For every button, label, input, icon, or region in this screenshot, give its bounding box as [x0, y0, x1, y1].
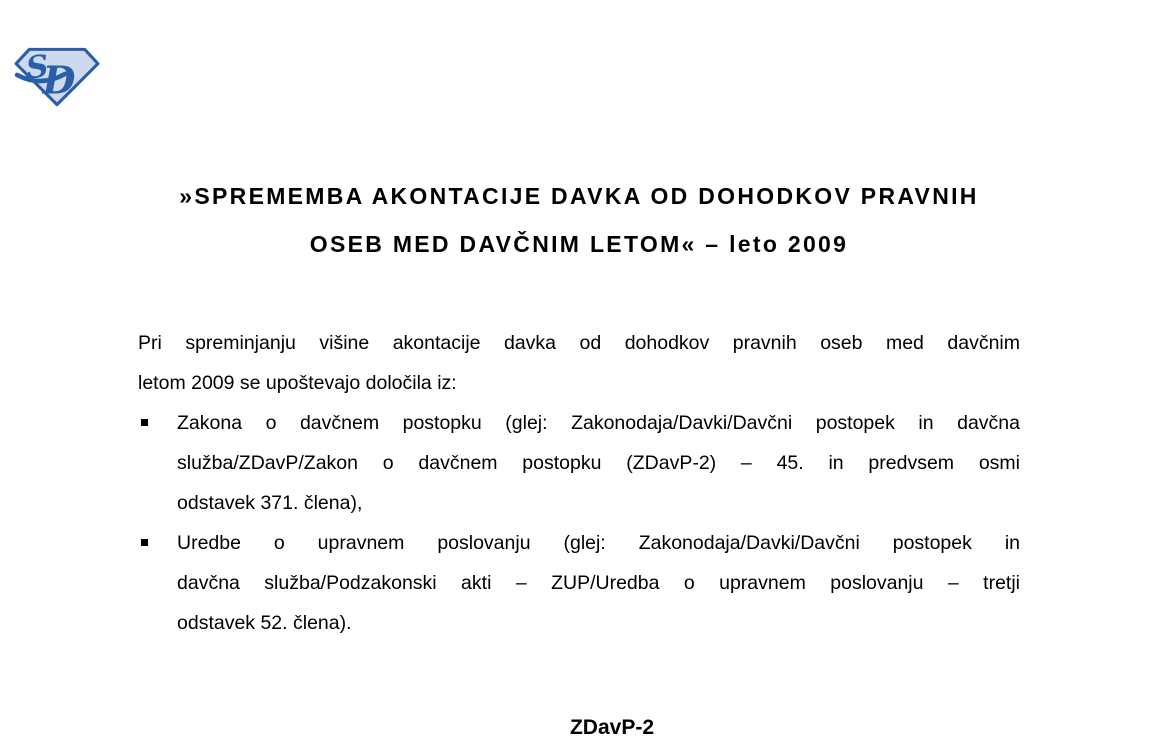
- bullet-1-line-1: Zakona o davčnem postopku (glej: Zakonodaja/Davki/Davčni postopek in davčna: [177, 412, 1020, 434]
- intro-paragraph: [138, 323, 1020, 403]
- sd-diamond-logo: [14, 47, 100, 107]
- bullet-square-icon: [141, 539, 148, 546]
- bullet-2-line-1: Uredbe o upravnem poslovanju (glej: Zakonodaja/Davki/Davčni postopek in: [177, 532, 1020, 554]
- bullet-text: [177, 403, 1020, 523]
- bullet-text: [177, 523, 1020, 643]
- intro-line-2: letom 2009 se upoštevajo določila iz:: [138, 372, 457, 394]
- bullet-item-uredba: [138, 523, 1020, 643]
- bullet-1-line-3: odstavek 371. člena),: [177, 492, 363, 514]
- logo-letter-d: D: [42, 57, 76, 103]
- intro-line-1: Pri spreminjanju višine akontacije davka od dohodkov pravnih oseb med davčnim: [138, 332, 1020, 354]
- bullet-1-line-2: služba/ZDavP/Zakon o davčnem postopku (ZDavP-2) – 45. in predvsem osmi: [177, 452, 1020, 474]
- footer-text: ZDavP-2: [569, 716, 655, 739]
- document-body: [138, 323, 1020, 643]
- bullet-2-line-2: davčna služba/Podzakonski akti – ZUP/Uredba o upravnem poslovanju – tretji: [177, 572, 1020, 594]
- page-title-line-2: OSEB MED DAVČNIM LETOM« – leto 2009: [309, 231, 849, 257]
- bullet-square-icon: [141, 419, 148, 426]
- page-title: [138, 172, 1020, 268]
- bullet-item-zakon: [138, 403, 1020, 523]
- bullet-2-line-3: odstavek 52. člena).: [177, 612, 352, 634]
- page-title-line-1: »SPREMEMBA AKONTACIJE DAVKA OD DOHODKOV PRAVNIH: [179, 183, 979, 209]
- logo-letter-s: S: [24, 48, 51, 87]
